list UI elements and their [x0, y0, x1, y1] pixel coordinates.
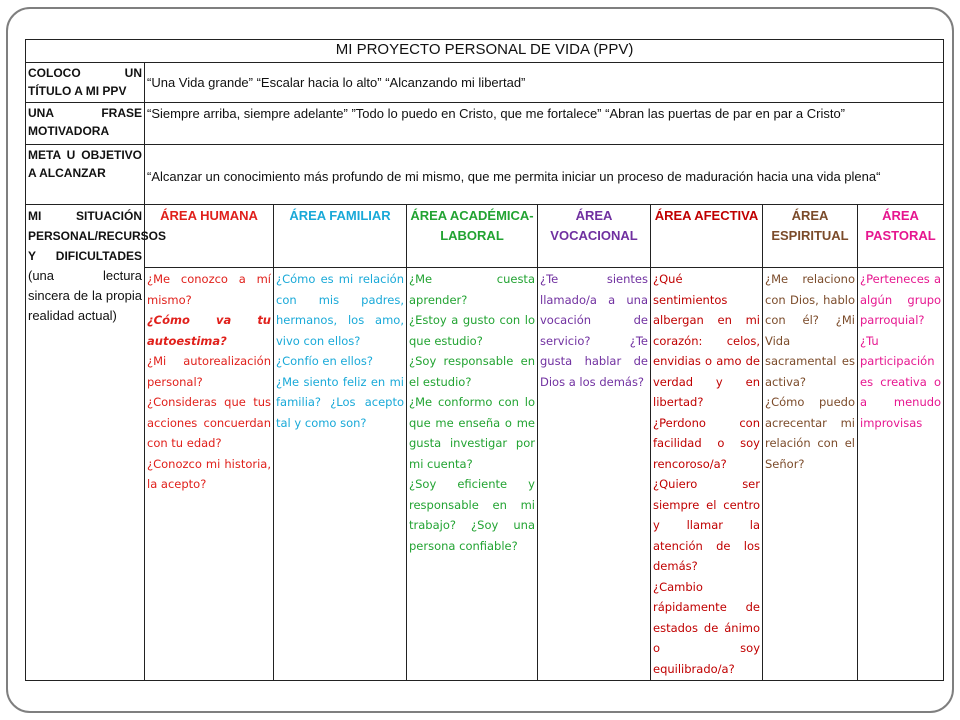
header-area-pastoral: ÁREA PASTORAL — [858, 205, 944, 268]
questions-area-vocacional — [538, 268, 651, 681]
ppv-table — [25, 39, 944, 681]
question-item: ¿Me siento feliz en mi familia? ¿Los acepto tal y como son? — [276, 374, 404, 430]
label-situacion — [26, 205, 167, 681]
questions-area-espiritual — [763, 268, 858, 681]
value-titulo: “Una Vida grande” “Escalar hacia lo alto” “Alcanzando mi libertad” — [145, 63, 944, 103]
question-item: ¿Quiero ser siempre el centro y llamar la atención de los demás? — [653, 477, 760, 573]
questions-area-humana — [145, 268, 274, 681]
question-item: ¿Confío en ellos? — [276, 354, 374, 368]
question-item: ¿Consideras que tus acciones concuerdan con tu edad? — [147, 395, 271, 450]
header-area-vocacional: ÁREA VOCACIONAL — [538, 205, 651, 268]
header-area-afectiva: ÁREA AFECTIVA — [651, 205, 763, 268]
question-item: ¿Me conformo con lo que me enseña o me gusta investigar por mi cuenta? — [409, 395, 535, 471]
question-item: ¿Perteneces a algún grupo parroquial? — [860, 272, 942, 327]
header-area-academica: ÁREA ACADÉMICA-LABORAL — [407, 205, 538, 268]
questions-area-academica — [407, 268, 538, 681]
document-title: MI PROYECTO PERSONAL DE VIDA (PPV) — [26, 40, 944, 63]
question-item: ¿Soy responsable en el estudio? — [409, 354, 535, 389]
question-item: ¿Mi autorealización personal? — [147, 354, 271, 389]
header-area-familiar: ÁREA FAMILIAR — [274, 205, 407, 268]
header-area-espiritual: ÁREA ESPIRITUAL — [763, 205, 858, 268]
value-frase: “Siempre arriba, siempre adelante” ”Todo lo puedo en Cristo, que me fortalece” “Abran las puertas de par en par a Cristo” — [145, 103, 944, 145]
questions-area-afectiva — [651, 268, 763, 681]
value-meta: “Alcanzar un conocimiento más profundo de mi mismo, que me permita iniciar un proceso de maduración hacia una vida plena“ — [145, 145, 944, 205]
question-item: ¿Cambio rápidamente de estados de ánimo o soy equilibrado/a? — [653, 579, 760, 676]
label-meta: META U OBJETIVO A ALCANZAR — [26, 145, 145, 205]
situacion-label-normal: (una lectura sincera de la propia realidad actual) — [28, 268, 142, 323]
question-item: ¿Cómo es mi relación con mis padres, hermanos, los amo, vivo con ellos? — [276, 272, 404, 348]
questions-area-familiar — [274, 268, 407, 681]
situacion-label-bold: MI SITUACIÓN PERSONAL/RECURSOS Y DIFICULTADES — [28, 209, 167, 263]
question-item: ¿Qué sentimientos albergan en mi corazón: celos, envidias o amo de verdad y en libertad? — [653, 272, 760, 409]
label-frase: UNA FRASE MOTIVADORA — [26, 103, 145, 145]
question-item: ¿Me conozco a mí mismo? — [147, 272, 271, 307]
question-item: ¿Cómo puedo acrecentar mi relación con el Señor? — [765, 395, 855, 471]
question-item: ¿Soy eficiente y responsable en mi trabajo? ¿Soy una persona confiable? — [409, 477, 535, 553]
question-item: ¿Conozco mi historia, la acepto? — [147, 456, 271, 491]
question-item: ¿Perdono con facilidad o soy rencoroso/a? — [653, 415, 760, 471]
question-item: ¿Cómo va tu autoestima? — [147, 313, 271, 348]
question-item: ¿Tu participación es creativa o a menudo improvisas — [860, 333, 942, 430]
question-item: ¿Me relaciono con Dios, hablo con él? ¿Mi Vida sacramental es activa? — [765, 272, 855, 389]
questions-area-pastoral — [858, 268, 944, 681]
question-item: ¿Me cuesta aprender? — [409, 272, 535, 307]
label-titulo: COLOCO UN TÍTULO A MI PPV — [26, 63, 145, 103]
header-area-humana: ÁREA HUMANA — [145, 205, 274, 268]
question-item: ¿Te sientes llamado/a a una vocación de servicio? ¿Te gusta hablar de Dios a los demás? — [540, 272, 648, 389]
question-item: ¿Estoy a gusto con lo que estudio? — [409, 313, 535, 348]
